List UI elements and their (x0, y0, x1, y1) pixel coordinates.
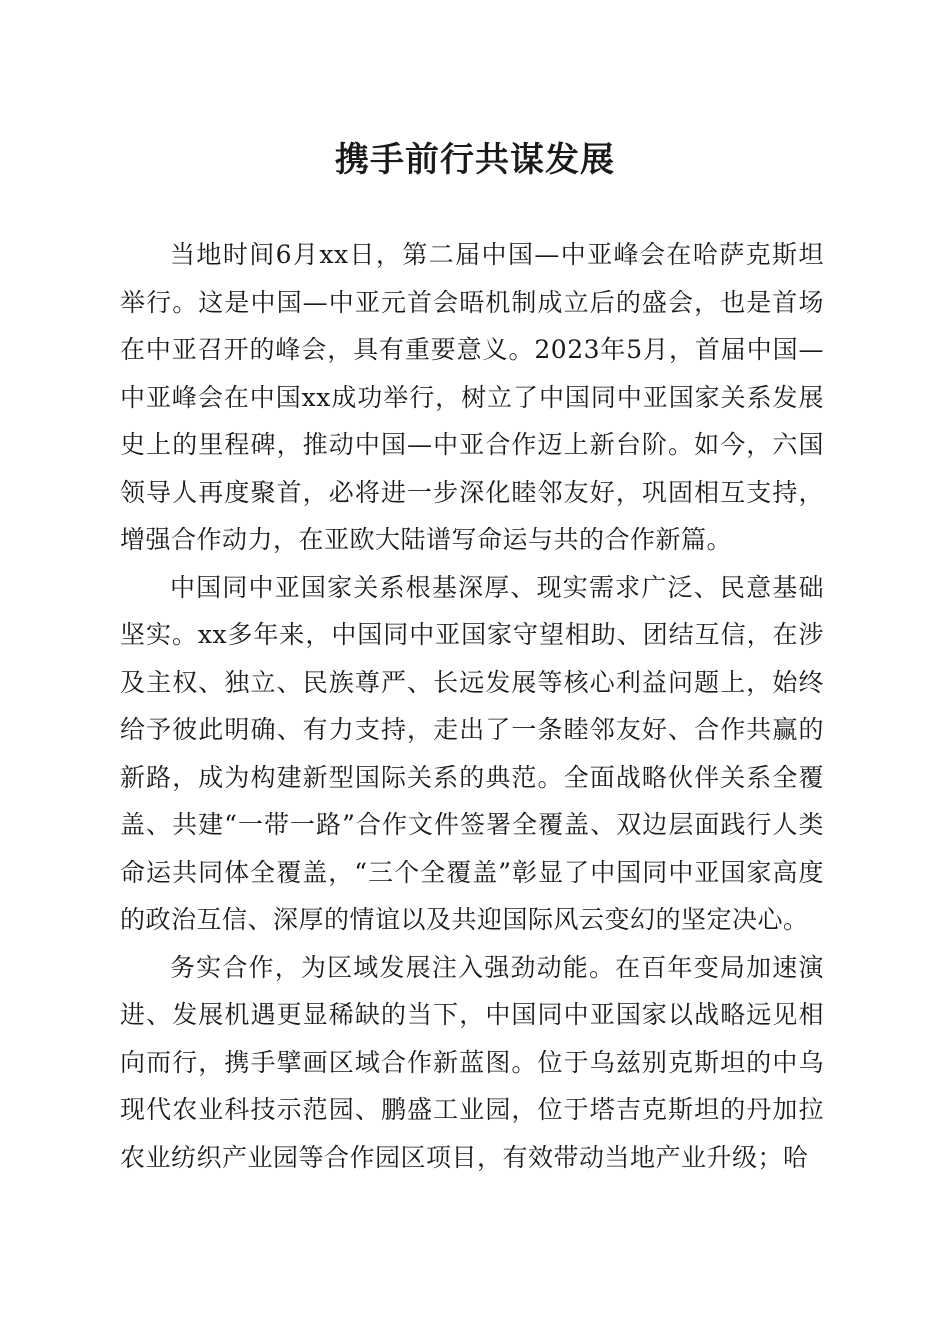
paragraph-2: 中国同中亚国家关系根基深厚、现实需求广泛、民意基础坚实。xx多年来，中国同中亚国家守望相助、团结互信，在涉及主权、独立、民族尊严、长远发展等核心利益问题上，始终给予彼此明确、有力支持，走出了一条睦邻友好、合作共赢的新路，成为构建新型国际关系的典范。全面战略伙伴关系全覆盖、共建“一带一路”合作文件签署全覆盖、双边层面践行人类命运共同体全覆盖，“三个全覆盖”彰显了中国同中亚国家高度的政治互信、深厚的情谊以及共迎国际风云变幻的坚定决心。 (120, 572, 824, 934)
document-title: 携手前行共谋发展 (335, 140, 615, 180)
document-body (120, 231, 824, 1181)
paragraph-3: 务实合作，为区域发展注入强劲动能。在百年变局加速演进、发展机遇更显稀缺的当下，中国同中亚国家以战略远见相向而行，携手擘画区域合作新蓝图。位于乌兹别克斯坦的中乌现代农业科技示范园、鹏盛工业园，位于塔吉克斯坦的丹加拉农业纺织产业园等合作园区项目，有效带动当地产业升级；哈 (120, 952, 824, 1172)
paragraph-1: 当地时间6月xx日，第二届中国—中亚峰会在哈萨克斯坦举行。这是中国—中亚元首会晤机制成立后的盛会，也是首场在中亚召开的峰会，具有重要意义。2023年5月，首届中国—中亚峰会在中国xx成功举行，树立了中国同中亚国家关系发展史上的里程碑，推动中国—中亚合作迈上新台阶。如今，六国领导人再度聚首，必将进一步深化睦邻友好，巩固相互支持，增强合作动力，在亚欧大陆谱写命运与共的合作新篇。 (120, 240, 824, 554)
